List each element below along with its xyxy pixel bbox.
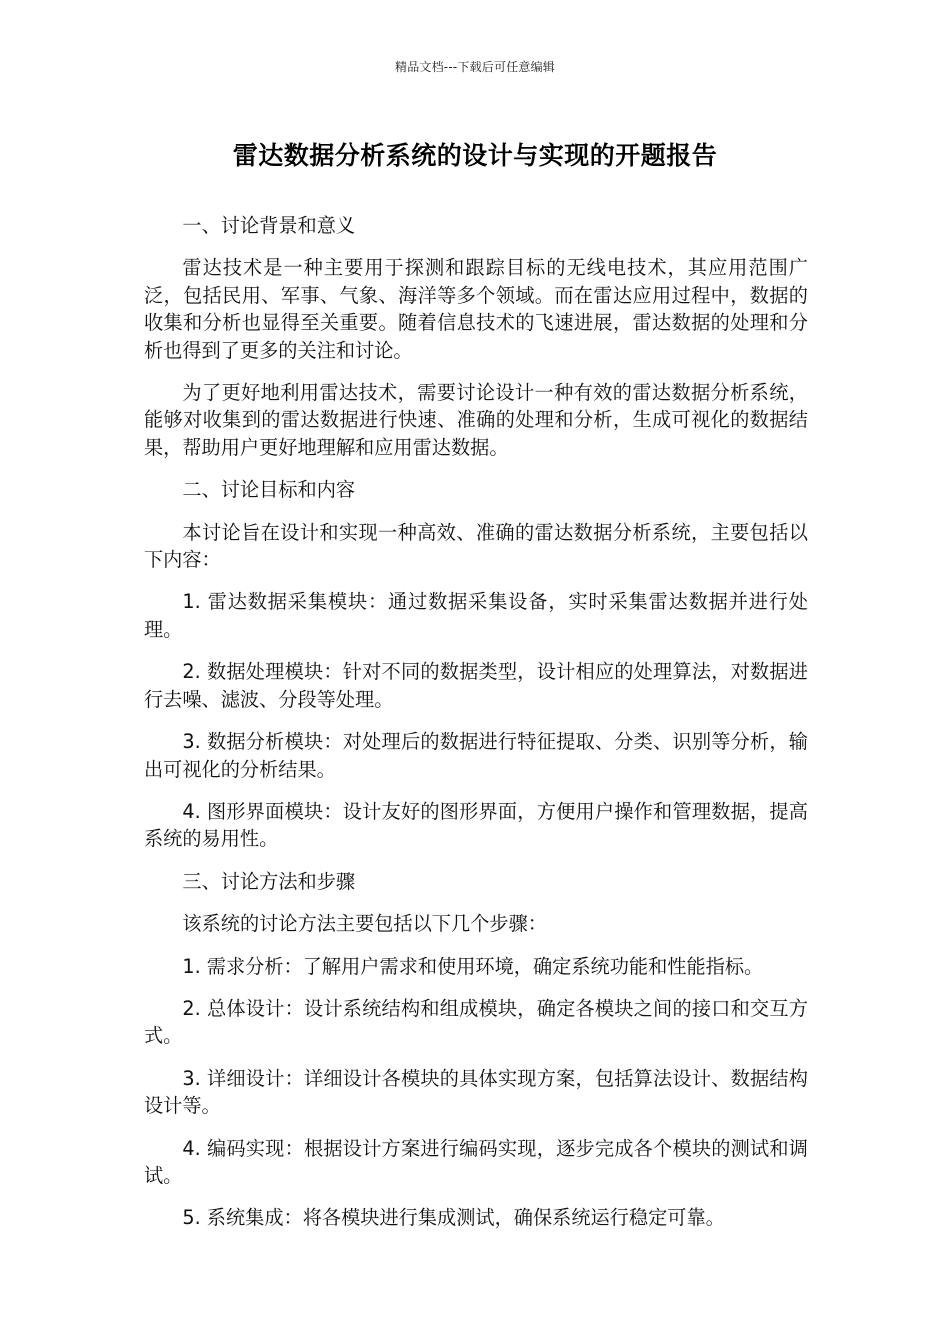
list-item-step-4: 4. 编码实现：根据设计方案进行编码实现，逐步完成各个模块的测试和调试。: [144, 1136, 808, 1187]
list-item-step-5: 5. 系统集成：将各模块进行集成测试，确保系统运行稳定可靠。: [182, 1206, 725, 1230]
header-note: 精品文档---下载后可任意编辑: [395, 60, 555, 74]
document-title: 雷达数据分析系统的设计与实现的开题报告: [232, 141, 718, 170]
paragraph-background-2: 为了更好地利用雷达技术，需要讨论设计一种有效的雷达数据分析系统，能够对收集到的雷达数据进行快速、准确的处理和分析，生成可视化的数据结果，帮助用户更好地理解和应用雷达数据。: [144, 381, 808, 459]
list-item-step-3: 3. 详细设计：详细设计各模块的具体实现方案，包括算法设计、数据结构设计等。: [144, 1066, 808, 1118]
section-heading-goals: 二、讨论目标和内容: [182, 478, 356, 502]
list-item-goal-1: 1. 雷达数据采集模块：通过数据采集设备，实时采集雷达数据并进行处理。: [144, 590, 808, 641]
section-heading-background: 一、讨论背景和意义: [182, 214, 356, 237]
list-item-goal-4: 4. 图形界面模块：设计友好的图形界面，方便用户操作和管理数据，提高系统的易用性。: [144, 799, 808, 851]
paragraph-background-1: 雷达技术是一种主要用于探测和跟踪目标的无线电技术，其应用范围广泛，包括民用、军事、气象、海洋等多个领域。而在雷达应用过程中，数据的收集和分析也显得至关重要。随着信息技术的飞速进展，雷达数据的处理和分析也得到了更多的关注和讨论。: [144, 256, 808, 362]
section-heading-methods: 三、讨论方法和步骤: [182, 869, 356, 893]
list-item-goal-2: 2. 数据处理模块：针对不同的数据类型，设计相应的处理算法，对数据进行去噪、滤波、分段等处理。: [144, 660, 808, 711]
list-item-goal-3: 3. 数据分析模块：对处理后的数据进行特征提取、分类、识别等分析，输出可视化的分析结果。: [144, 730, 808, 781]
list-item-step-1: 1. 需求分析：了解用户需求和使用环境，确定系统功能和性能指标。: [182, 954, 764, 978]
list-item-step-2: 2. 总体设计：设计系统结构和组成模块，确定各模块之间的接口和交互方式。: [144, 996, 808, 1048]
paragraph-goals-intro: 本讨论旨在设计和实现一种高效、准确的雷达数据分析系统，主要包括以下内容：: [144, 520, 808, 572]
paragraph-methods-intro: 该系统的讨论方法主要包括以下几个步骤：: [182, 912, 547, 936]
document-body: [144, 212, 808, 1247]
